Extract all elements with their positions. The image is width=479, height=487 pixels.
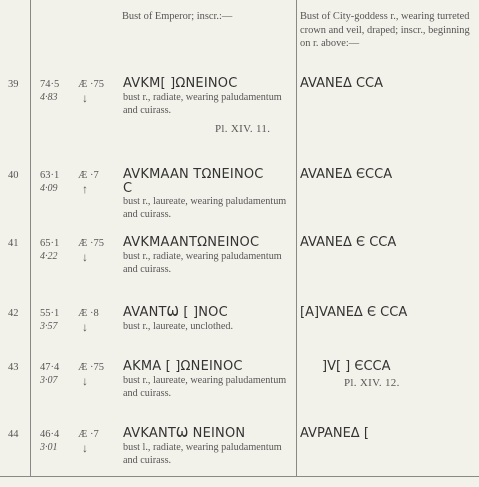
plate-reference: Pl. XIV. 11. (215, 123, 271, 135)
weight-grams: 3·01 (40, 442, 58, 453)
entry-number: 40 (8, 170, 19, 181)
reverse-inscription: [A]VANEΔ Є CCA (300, 305, 408, 320)
obverse-description: bust r., laureate, unclothed. (123, 321, 234, 332)
weight-grains: 65·1 (40, 238, 60, 249)
weight-grams: 4·22 (40, 251, 58, 262)
obverse-description: bust r., laureate, wearing paludamentum and cuirass. (123, 375, 287, 399)
bottom-rule (0, 476, 479, 477)
reverse-column-header: Bust of City-goddess r., wearing turreted crown and veil, draped; inscr., beginning on r. above:— (300, 11, 470, 49)
obverse-inscription: AVKMAAN TΩNEINOC (123, 167, 264, 182)
entry-number: 43 (8, 362, 19, 373)
die-axis-arrow: ↓ (82, 91, 88, 105)
plate-reference: Pl. XIV. 12. (344, 377, 400, 389)
column-rule-right (296, 0, 297, 476)
obverse-inscription: AVKMAANTΩNEINOC (123, 235, 260, 250)
reverse-inscription: AVANEΔ Є CCA (300, 235, 397, 250)
die-axis-arrow: ↓ (82, 441, 88, 455)
entry-number: 39 (8, 79, 19, 90)
weight-grams: 4·83 (40, 92, 58, 103)
weight-grains: 47·4 (40, 362, 60, 373)
metal-size: Æ ·75 (78, 79, 104, 90)
entry-number: 42 (8, 308, 19, 319)
metal-size: Æ ·75 (78, 238, 104, 249)
obverse-inscription-continued: C (123, 181, 133, 196)
die-axis-arrow: ↓ (82, 374, 88, 388)
reverse-inscription: AVANEΔ CCA (300, 76, 384, 91)
weight-grains: 63·1 (40, 170, 60, 181)
reverse-inscription: AVANEΔ ЄCCA (300, 167, 393, 182)
obverse-description: bust l., radiate, wearing paludamentum and cuirass. (123, 442, 282, 466)
die-axis-arrow: ↓ (82, 250, 88, 264)
weight-grams: 3·57 (40, 321, 58, 332)
weight-grains: 46·4 (40, 429, 60, 440)
obverse-inscription: AKMA [ ]ΩNEINOC (123, 359, 243, 374)
weight-grains: 55·1 (40, 308, 60, 319)
metal-size: Æ ·75 (78, 362, 104, 373)
weight-grams: 4·09 (40, 183, 58, 194)
obverse-inscription: AVANTѠ [ ]NOC (123, 305, 228, 320)
column-rule-left (30, 0, 31, 476)
weight-grams: 3·07 (40, 375, 58, 386)
obverse-column-header: Bust of Emperor; inscr.:— (122, 11, 233, 22)
weight-grains: 74·5 (40, 79, 60, 90)
reverse-inscription: ]V[ ] ЄCCA (322, 359, 391, 374)
die-axis-arrow: ↑ (82, 182, 88, 196)
obverse-inscription: AVKM[ ]ΩNEINOC (123, 76, 238, 91)
metal-size: Æ ·7 (78, 429, 99, 440)
entry-number: 41 (8, 238, 19, 249)
entry-number: 44 (8, 429, 19, 440)
obverse-description: bust r., radiate, wearing paludamentum and cuirass. (123, 92, 282, 116)
reverse-inscription: AVPANEΔ [ (300, 426, 369, 441)
die-axis-arrow: ↓ (82, 320, 88, 334)
metal-size: Æ ·7 (78, 170, 99, 181)
obverse-description: bust r., radiate, wearing paludamentum and cuirass. (123, 251, 282, 275)
obverse-description: bust r., laureate, wearing paludamentum and cuirass. (123, 196, 287, 220)
metal-size: Æ ·8 (78, 308, 99, 319)
obverse-inscription: AVKANTѠ NEINON (123, 426, 246, 441)
